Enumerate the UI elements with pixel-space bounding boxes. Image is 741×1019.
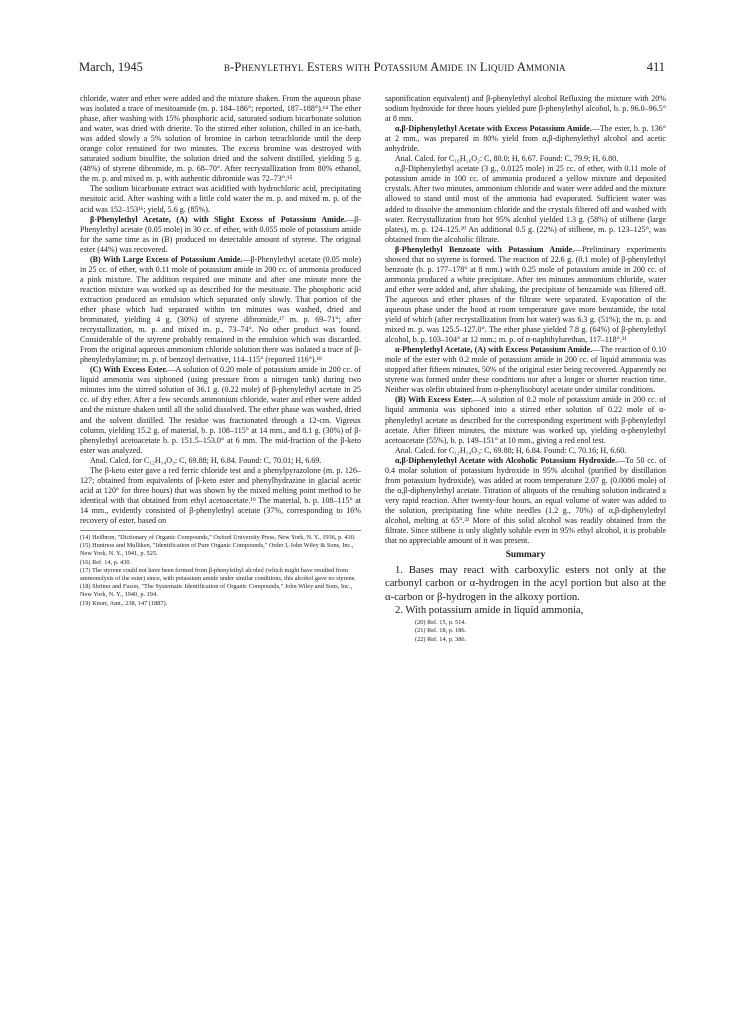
paragraph (385, 345, 666, 395)
paragraph (385, 124, 666, 154)
header-page-number: 411 (646, 60, 665, 74)
summary-item: 2. With potassium amide in liquid ammonia, (395, 604, 584, 616)
paragraph-heading: α,β-Diphenylethyl Acetate with Alcoholic Potassium Hydroxide. (395, 455, 618, 465)
paragraph-heading: β-Phenylethyl Benzoate with Potassium Amide. (395, 244, 575, 254)
paragraph: α,β-Diphenylethyl acetate (3 g., 0.0125 mole) in 25 cc. of ether, with 0.11 mole of potassium amide in 100 cc. of ammonia produced a yellow mixture and deposited crystals. After two minutes, ammonium chloride and water were added and the mixture allowed to stand until most of the ammonia had evaporated. Sufficient water was added to dissolve the ammonium chloride and the crystals filtered off and washed with water. Recrystallization from hot 95% alcohol yielded 1.3 g. (58%) of stilbene (large plates), m. p. 124–125.²⁰ An additional 0.5 g. (22%) of stilbene, m. p. 123–125°, was obtained from the alcoholic filtrate. (385, 164, 666, 244)
paragraph-heading: (B) With Excess Ester. (395, 395, 473, 405)
paragraph-heading: (B) With Large Excess of Potassium Amide. (90, 254, 243, 264)
paragraph-text: —A solution of 0.2 mole of potassium amide in 200 cc. of liquid ammonia was siphoned into a stirred ether solution of 0.22 mole of α-phenylethyl acetate as described for the corresponding experiment with β-phenylethyl acetate. After fifteen minutes, the mixture was worked up, yielding α-phenylethyl acetoacetate (55%), b. p. 149–151° at 10 mm., giving a red enol test. (385, 395, 666, 445)
footnote: (17) The styrene could not have been formed from β-phenylethyl alcohol (which might have resulted from ammonolysis of the ester) since, with potassium amide under similar conditions, this alcohol gave no styrene. (80, 566, 356, 583)
footnote: (16) Ref. 14, p. 430. (80, 558, 132, 566)
paragraph (385, 245, 666, 345)
paragraph-heading: β-Phenylethyl Acetate, (A) with Slight Excess of Potassium Amide. (90, 214, 347, 224)
right-column (385, 94, 666, 644)
footnotes (80, 530, 361, 608)
paragraph-heading: (C) With Excess Ester. (90, 365, 168, 375)
paragraph: The β-keto ester gave a red ferric chloride test and a phenylpyrazolone (m. p. 126–127; obtained from equivalents of β-keto ester and phenylhydrazine in glacial acetic acid at 120° for three hours) that was shown by the mixed melting point method to be identical with that obtained from ethyl acetoacetate.¹⁹ The material, b. p. 108–115° at 14 mm., evidently consisted of β-phenylethyl acetate (37%, corresponding to 16% recovery of ester, based on (80, 465, 361, 525)
summary (385, 564, 666, 617)
footnotes (415, 619, 666, 644)
paragraph: chloride, water and ether were added and the mixture shaken. From the aqueous phase was isolated a trace of mesitoamide (m. p. 184–186°; reported, 187–188°).¹⁴ The ether phase, after washing with 15% phosphoric acid, saturated sodium bicarbonate solution and water, was dried with drierite. To the stirred ether solution, chilled in an ice-bath, was added slowly a 5% solution of bromine in carbon tetrachloride until the deep orange color remained for two minutes. The excess bromine was destroyed with saturated sodium bisulfite, the solution dried and the solvent distilled, yielding 5 g. (48%) of styrene dibromide, m. p. 68–70°. After recrystallization from 80% ethanol, the m. p. and mixed m. p. with authentic dibromide was 72–73°.¹⁵ (80, 94, 361, 184)
paragraph (80, 255, 361, 366)
paragraph (80, 215, 361, 255)
footnote: (20) Ref. 15, p. 514. (415, 618, 467, 626)
paragraph-text: —β-Phenylethyl acetate (0.05 mole) in 30 cc. of ether, with 0.055 mole of potassium amide for the same time as in (B) produced no detectable amount of styrene. The original ester (44%) was recovered. (80, 214, 361, 254)
paragraph (385, 456, 666, 546)
header-title: β-Phenylethyl Esters with Potassium Amide in Liquid Ammonia (223, 60, 566, 74)
summary-item: 1. Bases may react with carboxylic esters not only at the carbonyl carbon or α-hydrogen in the acyl portion but also at the α-carbon or β-hydrogen in the alkoxy portion. (385, 565, 666, 603)
paragraph (385, 395, 666, 445)
footnote: (14) Heilbron, "Dictionary of Organic Compounds," Oxford University Press, New York, N. Y., 1936, p. 430. (80, 534, 356, 542)
paragraph-text: —The ester, b. p. 136° at 2 mm., was prepared in 80% yield from α,β-diphenylethyl alcohol and acetic anhydride. (385, 124, 666, 154)
paragraph: saponification equivalent) and β-phenylethyl alcohol Refluxing the mixture with 20% sodium hydroxide for three hours yielded pure β-phenylethyl alcohol, b. p. 96.0–96.5° at 8 mm. (385, 94, 666, 124)
paragraph-heading: α-Phenylethyl Acetate, (A) with Excess Potassium Amide. (395, 345, 593, 355)
footnote: (15) Huntress and Mulliken, "Identification of Pure Organic Compounds," Order I, John Wiley & Sons, Inc., New York, N. Y., 1941, p. 525. (80, 542, 354, 558)
paragraph-text: —Preliminary experiments showed that no styrene is formed. The reaction of 22.6 g. (0.1 mole) of β-phenylethyl benzoate (b. p. 177–178° at 8 mm.) with 0.25 mole of potassium amide in 200 cc. of ammonia produced a white precipitate. After ten minutes ammonium chloride, water and ether were added and, after shaking, the precipitate of benzamide was filtered off. The aqueous and ether phases of the filtrate were separated. Evaporation of the aqueous phase under the hood at room temperature gave more benzamide, the total yield of which (after recrystallization from hot water) was 6.3 g. (51%); the m. p. and mixed m. p. was 125.5–127.0°. The ether phase yielded 7.8 g. (64%) of β-phenylethyl alcohol, b. p. 103–104° at 12 mm.; m. p. of α-naphthylurethan, 117–118°.²¹ (385, 244, 666, 345)
footnote: (22) Ref. 14, p. 386. (415, 635, 467, 643)
footnote: (18) Shriner and Fuson, "The Systematic Identification of Organic Compounds," John Wiley and Sons, Inc., New York, N. Y., 1940, p. 194. (80, 583, 353, 599)
analysis-line: Anal. Calcd. for C₁₂H₁₄O₃: C, 69.88; H, 6.84. Found: C, 70.01; H, 6.69. (90, 455, 322, 465)
running-header (79, 60, 665, 76)
left-column (80, 94, 361, 608)
paragraph-text: —To 50 cc. of 0.4 molar solution of potassium hydroxide in 95% alcohol (purified by distillation from potassium hydroxide), was added at room temperature 2.07 g. (0.0086 mole) of the α,β-diphenylethyl acetate. Titration of aliquots of the resulting solution indicated a very rapid reaction. After twenty-four hours, an equal volume of water was added to the solution, precipitating fine white needles (1.2 g., 70%) of α,β-diphenylethyl alcohol, melting at 65°.²² More of this solid alcohol was readily obtained from the filtrate. Since stilbene is only slightly soluble even in 95% ethyl alcohol, it is probable that no appreciable amount of it was present. (385, 455, 666, 546)
paragraph: The sodium bicarbonate extract was acidified with hydrochloric acid, precipitating mesitoic acid. After washing with a little cold water the m. p. and mixed m. p. of the acid was 152–153¹⁶; yield, 5.6 g. (85%). (80, 184, 361, 214)
paragraph-text: —β-Phenylethyl acetate (0.05 mole) in 25 cc. of ether, with 0.11 mole of potassium amide in 200 cc. of ammonia produced a pink mixture. The addition required one minute and after one minute more the reaction mixture was worked up as described for the mesitoate. The phosphoric acid extraction produced an emulsion which separated only slowly. That portion of the ether phase which had separated within ten minutes was washed, dried and brominated, yielding 4 g. (30%) of styrene dibromide,¹⁷ m. p. 69–71°; after recrystallization, m. p. and mixed m. p., 73–74°. No other product was found. Considerable of the styrene probably remained in the emulsion which was discarded. From the original aqueous ammonium chloride solution there was isolated a trace of β-phenylethylamine; m. p. of benzoyl derivative, 114–115° (reported 116°).¹⁸ (80, 254, 361, 365)
header-date: March, 1945 (79, 60, 143, 74)
paragraph-text: —A solution of 0.20 mole of potassium amide in 200 cc. of liquid ammonia was siphoned (using pressure from a nitrogen tank) during two minutes into the stirred solution of 36.1 g. (0.22 mole) of β-phenylethyl acetate in 25 cc. of dry ether. After a few seconds ammonium chloride, water and ether were added and the mixture shaken until all the solid dissolved. The ether phase was washed, dried and the solvent distilled. The residue was fractionated through a 12-cm. Vigreux column, yielding 15.2 g. of material, b. p. 108–115° at 14 mm., and 8.1 g. (30%) of β-phenylethyl acetoacetate b. p. 151.5–153.0° at 6 mm. The mid-fraction of the β-keto ester was analyzed. (80, 365, 361, 455)
paragraph-text: —The reaction of 0.10 mole of the ester with 0.2 mole of potassium amide in 200 cc. of liquid ammonia was stopped after fifteen minutes, 50% of the original ester being recovered. Apparently no styrene was formed under these conditions nor after a longer or shorter reaction time. Neither was olefin obtained from α-phenylisobutyl acetate under similar conditions. (385, 345, 666, 395)
summary-heading: Summary (505, 550, 546, 561)
analysis-line: Anal. Calcd. for C₁₆H₁₆O₂: C, 80.0; H, 6.67. Found: C, 79.9; H, 6.80. (395, 154, 619, 164)
footnote: (19) Knorr, Ann., 238, 147 (1887). (80, 599, 168, 607)
analysis-line: Anal. Calcd. for C₁₂H₁₄O₃: C, 69.88; H, 6.84. Found: C, 70.16; H, 6.60. (395, 445, 627, 455)
footnote: (21) Ref. 18, p. 186. (415, 627, 467, 635)
paragraph (80, 365, 361, 455)
paragraph-heading: α,β-Diphenylethyl Acetate with Excess Potassium Amide. (395, 124, 592, 134)
